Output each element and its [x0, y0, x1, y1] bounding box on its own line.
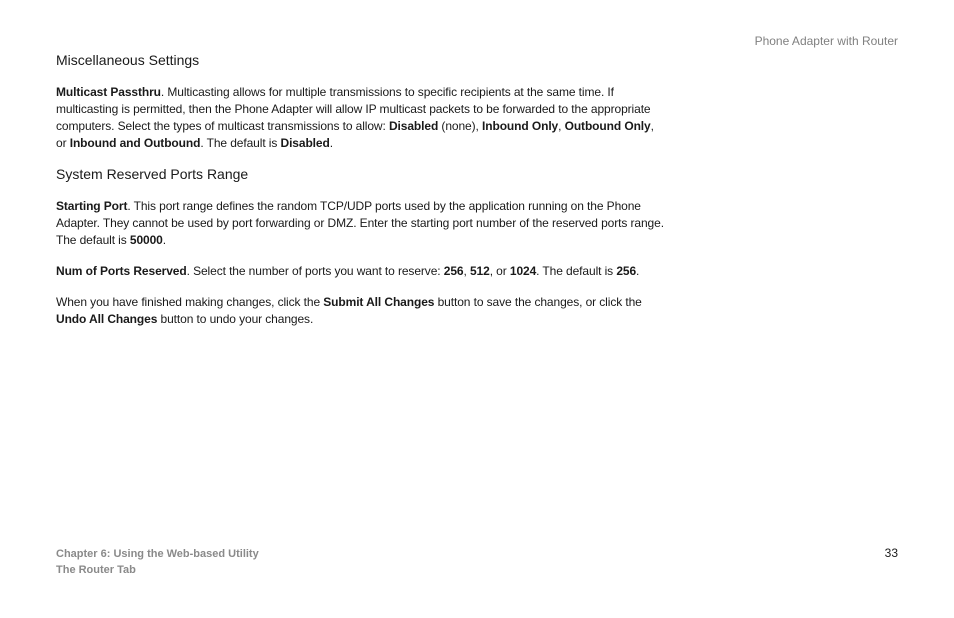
bold-term: 256 [616, 264, 637, 278]
text-run: . This port range defines the random TCP/UDP ports used by the application running on the Phone Adapter. They cannot be used by port forwarding or DMZ. Enter the starting port number of the reserved ports range. The default is [56, 199, 664, 247]
bold-term: Disabled [388, 119, 439, 133]
text-run: , [558, 119, 565, 133]
bold-term: Submit All Changes [323, 295, 435, 309]
running-header: Phone Adapter with Router [754, 34, 898, 48]
paragraph-starting-port [56, 198, 666, 249]
text-run: button to undo your changes. [157, 312, 314, 326]
bold-term: Multicast Passthru [56, 85, 161, 99]
text-run: , or [489, 264, 510, 278]
text-run: button to save the changes, or click the [434, 295, 642, 309]
bold-term: 256 [443, 264, 464, 278]
text-run: . [636, 264, 640, 278]
paragraph-multicast-passthru [56, 84, 666, 152]
text-run: , [463, 264, 470, 278]
page-number: 33 [884, 546, 898, 560]
bold-term: Disabled [280, 136, 330, 150]
text-run: When you have finished making changes, click the [56, 295, 324, 309]
bold-term: Num of Ports Reserved [56, 264, 187, 278]
section-heading-misc: Miscellaneous Settings [56, 52, 200, 68]
text-run: . The default is [536, 264, 617, 278]
section-heading-reserved-ports: System Reserved Ports Range [56, 166, 249, 182]
footer-chapter-info [56, 546, 259, 578]
bold-term: Undo All Changes [56, 312, 158, 326]
text-run: . Select the number of ports you want to reserve: [186, 264, 444, 278]
main-content [56, 52, 666, 342]
paragraph-submit-undo [56, 294, 666, 328]
bold-term: Outbound Only [564, 119, 651, 133]
bold-term: Inbound Only [482, 119, 559, 133]
text-run: . The default is [200, 136, 281, 150]
text-run: , or [56, 119, 654, 150]
paragraph-num-ports-reserved [56, 263, 666, 280]
bold-term: 512 [469, 264, 490, 278]
bold-term: Inbound and Outbound [69, 136, 201, 150]
text-run: (none), [438, 119, 482, 133]
text-run: . [162, 233, 166, 247]
bold-term: Starting Port [56, 199, 128, 213]
text-run: . [329, 136, 333, 150]
bold-term: 1024 [509, 264, 537, 278]
footer-section: The Router Tab [56, 564, 136, 576]
footer-chapter: Chapter 6: Using the Web-based Utility [56, 548, 259, 560]
text-run: . Multicasting allows for multiple transmissions to specific recipients at the same time. If multicasting is permitted, then the Phone Adapter will allow IP multicast packets to be forwarded to the appropriate computers. Select the types of multicast transmissions to allow: [56, 85, 651, 133]
bold-term: 50000 [129, 233, 163, 247]
